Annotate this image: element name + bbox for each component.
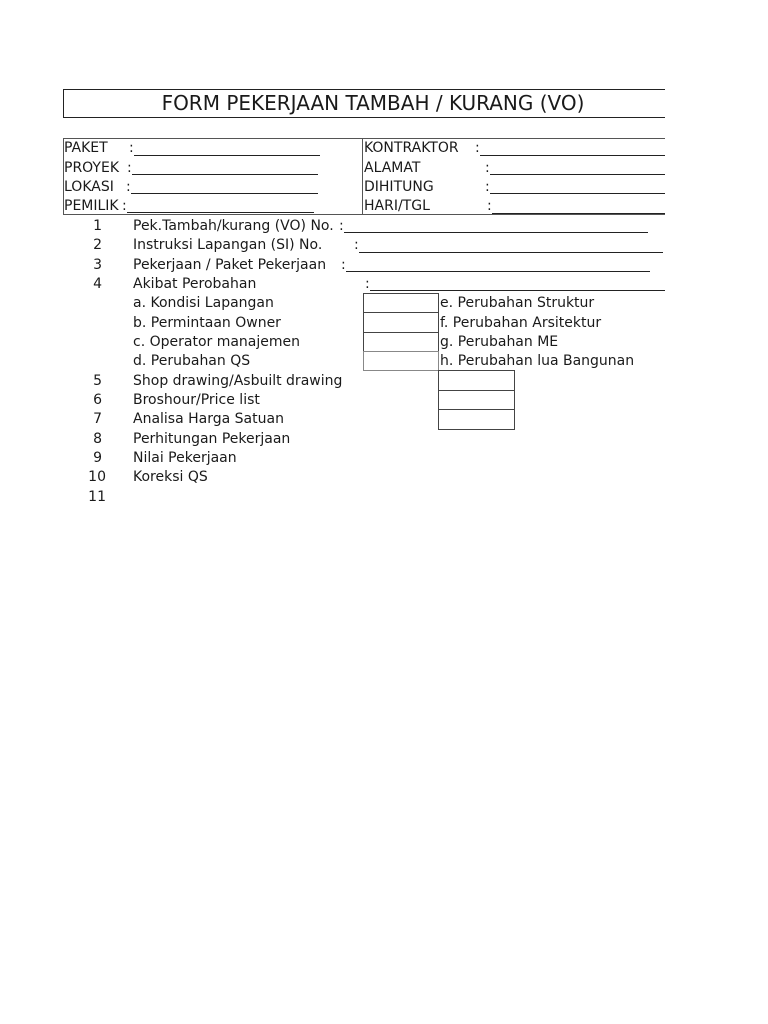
item-3-colon: :	[341, 257, 346, 273]
item-2-number: 2	[93, 237, 102, 253]
hari-tgl-colon: :	[487, 198, 492, 214]
lokasi-label: LOKASI	[64, 179, 114, 195]
alamat-field[interactable]	[490, 174, 665, 175]
dihitung-colon: :	[485, 179, 490, 195]
item-3-text: Pekerjaan / Paket Pekerjaan	[133, 257, 327, 273]
header-divider	[362, 138, 363, 215]
shop-drawing-checkbox[interactable]	[438, 370, 515, 391]
item-8-number: 8	[93, 431, 102, 447]
item-4-text: Akibat Perobahan	[133, 276, 257, 292]
item-3-number: 3	[93, 257, 102, 273]
paket-pekerjaan-field[interactable]	[346, 271, 650, 272]
kontraktor-colon: :	[475, 140, 480, 156]
item-9-text: Nilai Pekerjaan	[133, 450, 237, 466]
proyek-label: PROYEK	[64, 160, 120, 176]
option-c-checkbox[interactable]	[363, 332, 439, 352]
lokasi-colon: :	[126, 179, 131, 195]
option-g-label: g. Perubahan ME	[440, 334, 559, 350]
alamat-colon: :	[485, 160, 490, 176]
si-number-field[interactable]	[359, 252, 663, 253]
item-1-number: 1	[93, 218, 102, 234]
item-8-text: Perhitungan Pekerjaan	[133, 431, 291, 447]
kontraktor-field[interactable]	[480, 155, 665, 156]
paket-colon: :	[129, 140, 134, 156]
form-title: FORM PEKERJAAN TAMBAH / KURANG (VO)	[161, 91, 585, 115]
pemilik-colon: :	[122, 198, 127, 214]
option-e-label: e. Perubahan Struktur	[440, 295, 595, 311]
item-1-text: Pek.Tambah/kurang (VO) No.	[133, 218, 334, 234]
item-10-text: Koreksi QS	[133, 469, 208, 485]
option-a-checkbox[interactable]	[363, 293, 439, 313]
item-2-colon: :	[354, 237, 359, 253]
pemilik-field[interactable]	[127, 212, 314, 213]
lokasi-field[interactable]	[131, 193, 318, 194]
pemilik-label: PEMILIK	[64, 198, 119, 214]
dihitung-field[interactable]	[490, 193, 665, 194]
kontraktor-label: KONTRAKTOR	[364, 140, 459, 156]
hari-tgl-field[interactable]	[492, 213, 665, 214]
item-6-number: 6	[93, 392, 102, 408]
option-f-label: f. Perubahan Arsitektur	[440, 315, 602, 331]
alamat-label: ALAMAT	[364, 160, 421, 176]
paket-field[interactable]	[134, 155, 320, 156]
hari-tgl-label: HARI/TGL	[364, 198, 430, 214]
item-11-number: 11	[88, 489, 106, 505]
item-5-text: Shop drawing/Asbuilt drawing	[133, 373, 343, 389]
broshour-checkbox[interactable]	[438, 390, 515, 410]
item-4-number: 4	[93, 276, 102, 292]
option-b-label: b. Permintaan Owner	[133, 315, 281, 331]
proyek-colon: :	[127, 160, 132, 176]
akibat-perobahan-field[interactable]	[370, 290, 665, 291]
item-1-colon: :	[339, 218, 344, 234]
item-5-number: 5	[93, 373, 102, 389]
option-a-label: a. Kondisi Lapangan	[133, 295, 274, 311]
option-h-label: h. Perubahan lua Bangunan	[440, 353, 635, 369]
option-b-checkbox[interactable]	[363, 312, 439, 333]
vo-number-field[interactable]	[344, 232, 648, 233]
option-c-label: c. Operator manajemen	[133, 334, 301, 350]
option-d-checkbox[interactable]	[363, 351, 439, 371]
item-2-text: Instruksi Lapangan (SI) No.	[133, 237, 323, 253]
paket-label: PAKET	[64, 140, 108, 156]
option-d-label: d. Perubahan QS	[133, 353, 251, 369]
item-7-text: Analisa Harga Satuan	[133, 411, 284, 427]
item-7-number: 7	[93, 411, 102, 427]
item-10-number: 10	[88, 469, 106, 485]
dihitung-label: DIHITUNG	[364, 179, 434, 195]
analisa-harga-checkbox[interactable]	[438, 409, 515, 430]
item-4-colon: :	[365, 276, 370, 292]
item-6-text: Broshour/Price list	[133, 392, 260, 408]
item-9-number: 9	[93, 450, 102, 466]
proyek-field[interactable]	[132, 174, 318, 175]
